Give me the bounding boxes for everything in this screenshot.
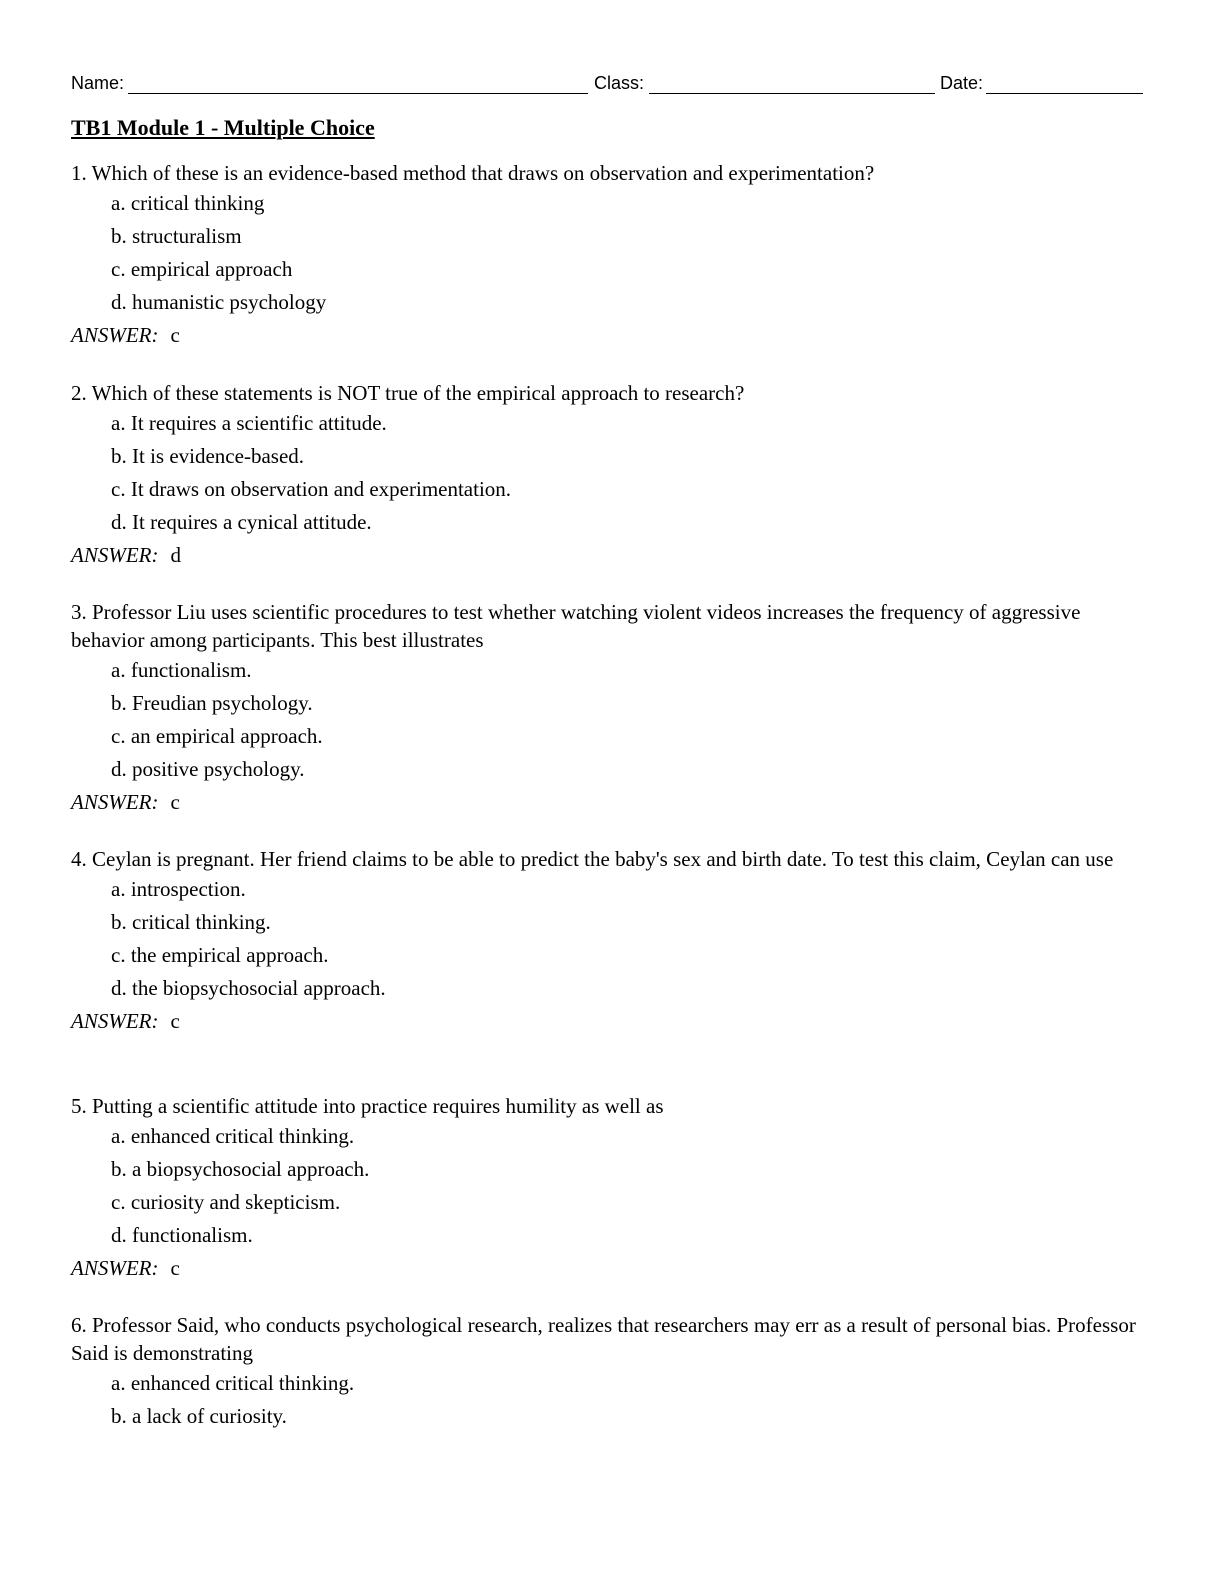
option-a: a. enhanced critical thinking. xyxy=(111,1124,355,1148)
option-b: b. critical thinking. xyxy=(111,910,271,934)
answer-value: c xyxy=(170,323,180,347)
question-4 xyxy=(71,845,1151,1035)
option-c: c. the empirical approach. xyxy=(111,943,329,967)
answer-label: ANSWER: xyxy=(71,323,159,347)
name-input-line[interactable] xyxy=(128,93,588,94)
answer-value: c xyxy=(170,1009,180,1033)
question-3 xyxy=(71,598,1151,816)
answer-line xyxy=(71,321,1151,349)
option-c: c. curiosity and skepticism. xyxy=(111,1190,341,1214)
option-a: a. introspection. xyxy=(111,877,246,901)
date-input-line[interactable] xyxy=(986,93,1143,94)
option-c: c. an empirical approach. xyxy=(111,724,323,748)
question-text: 6. Professor Said, who conducts psychological research, realizes that researchers may err as a result of personal bias. Professor Said is demonstrating xyxy=(71,1313,1136,1365)
option-a: a. enhanced critical thinking. xyxy=(111,1371,355,1395)
answer-value: c xyxy=(170,790,180,814)
option-b: b. Freudian psychology. xyxy=(111,691,313,715)
option-d: d. humanistic psychology xyxy=(111,290,327,314)
option-d: d. the biopsychosocial approach. xyxy=(111,976,386,1000)
question-5 xyxy=(71,1092,1151,1282)
option-b: b. a biopsychosocial approach. xyxy=(111,1157,370,1181)
answer-label: ANSWER: xyxy=(71,1256,159,1280)
question-text: 1. Which of these is an evidence-based method that draws on observation and experimentation? xyxy=(71,161,875,185)
option-a: a. It requires a scientific attitude. xyxy=(111,411,387,435)
question-6 xyxy=(71,1311,1151,1430)
answer-line xyxy=(71,1007,1151,1035)
answer-label: ANSWER: xyxy=(71,543,159,567)
page-title: TB1 Module 1 - Multiple Choice xyxy=(71,115,375,140)
option-d: d. It requires a cynical attitude. xyxy=(111,510,372,534)
option-b: b. a lack of curiosity. xyxy=(111,1404,287,1428)
question-text: 2. Which of these statements is NOT true of the empirical approach to research? xyxy=(71,381,745,405)
option-a: a. critical thinking xyxy=(111,191,265,215)
option-c: c. empirical approach xyxy=(111,257,293,281)
answer-value: d xyxy=(170,543,181,567)
question-2 xyxy=(71,379,1151,569)
student-info-header xyxy=(71,72,1143,98)
answer-value: c xyxy=(170,1256,180,1280)
option-d: d. functionalism. xyxy=(111,1223,253,1247)
option-d: d. positive psychology. xyxy=(111,757,305,781)
date-label: Date: xyxy=(940,73,984,93)
answer-line xyxy=(71,541,1151,569)
class-label: Class: xyxy=(594,73,645,93)
answer-label: ANSWER: xyxy=(71,790,159,814)
answer-line xyxy=(71,788,1151,816)
option-c: c. It draws on observation and experimentation. xyxy=(111,477,512,501)
answer-line xyxy=(71,1254,1151,1282)
question-text: 3. Professor Liu uses scientific procedures to test whether watching violent videos increases the frequency of aggressive behavior among participants. This best illustrates xyxy=(71,600,1081,652)
question-text: 4. Ceylan is pregnant. Her friend claims to be able to predict the baby's sex and birth date. To test this claim, Ceylan can use xyxy=(71,847,1114,871)
name-label: Name: xyxy=(71,73,125,93)
class-input-line[interactable] xyxy=(649,93,935,94)
answer-label: ANSWER: xyxy=(71,1009,159,1033)
question-text: 5. Putting a scientific attitude into practice requires humility as well as xyxy=(71,1094,664,1118)
option-b: b. structuralism xyxy=(111,224,242,248)
option-a: a. functionalism. xyxy=(111,658,252,682)
option-b: b. It is evidence-based. xyxy=(111,444,305,468)
question-1 xyxy=(71,159,1151,349)
